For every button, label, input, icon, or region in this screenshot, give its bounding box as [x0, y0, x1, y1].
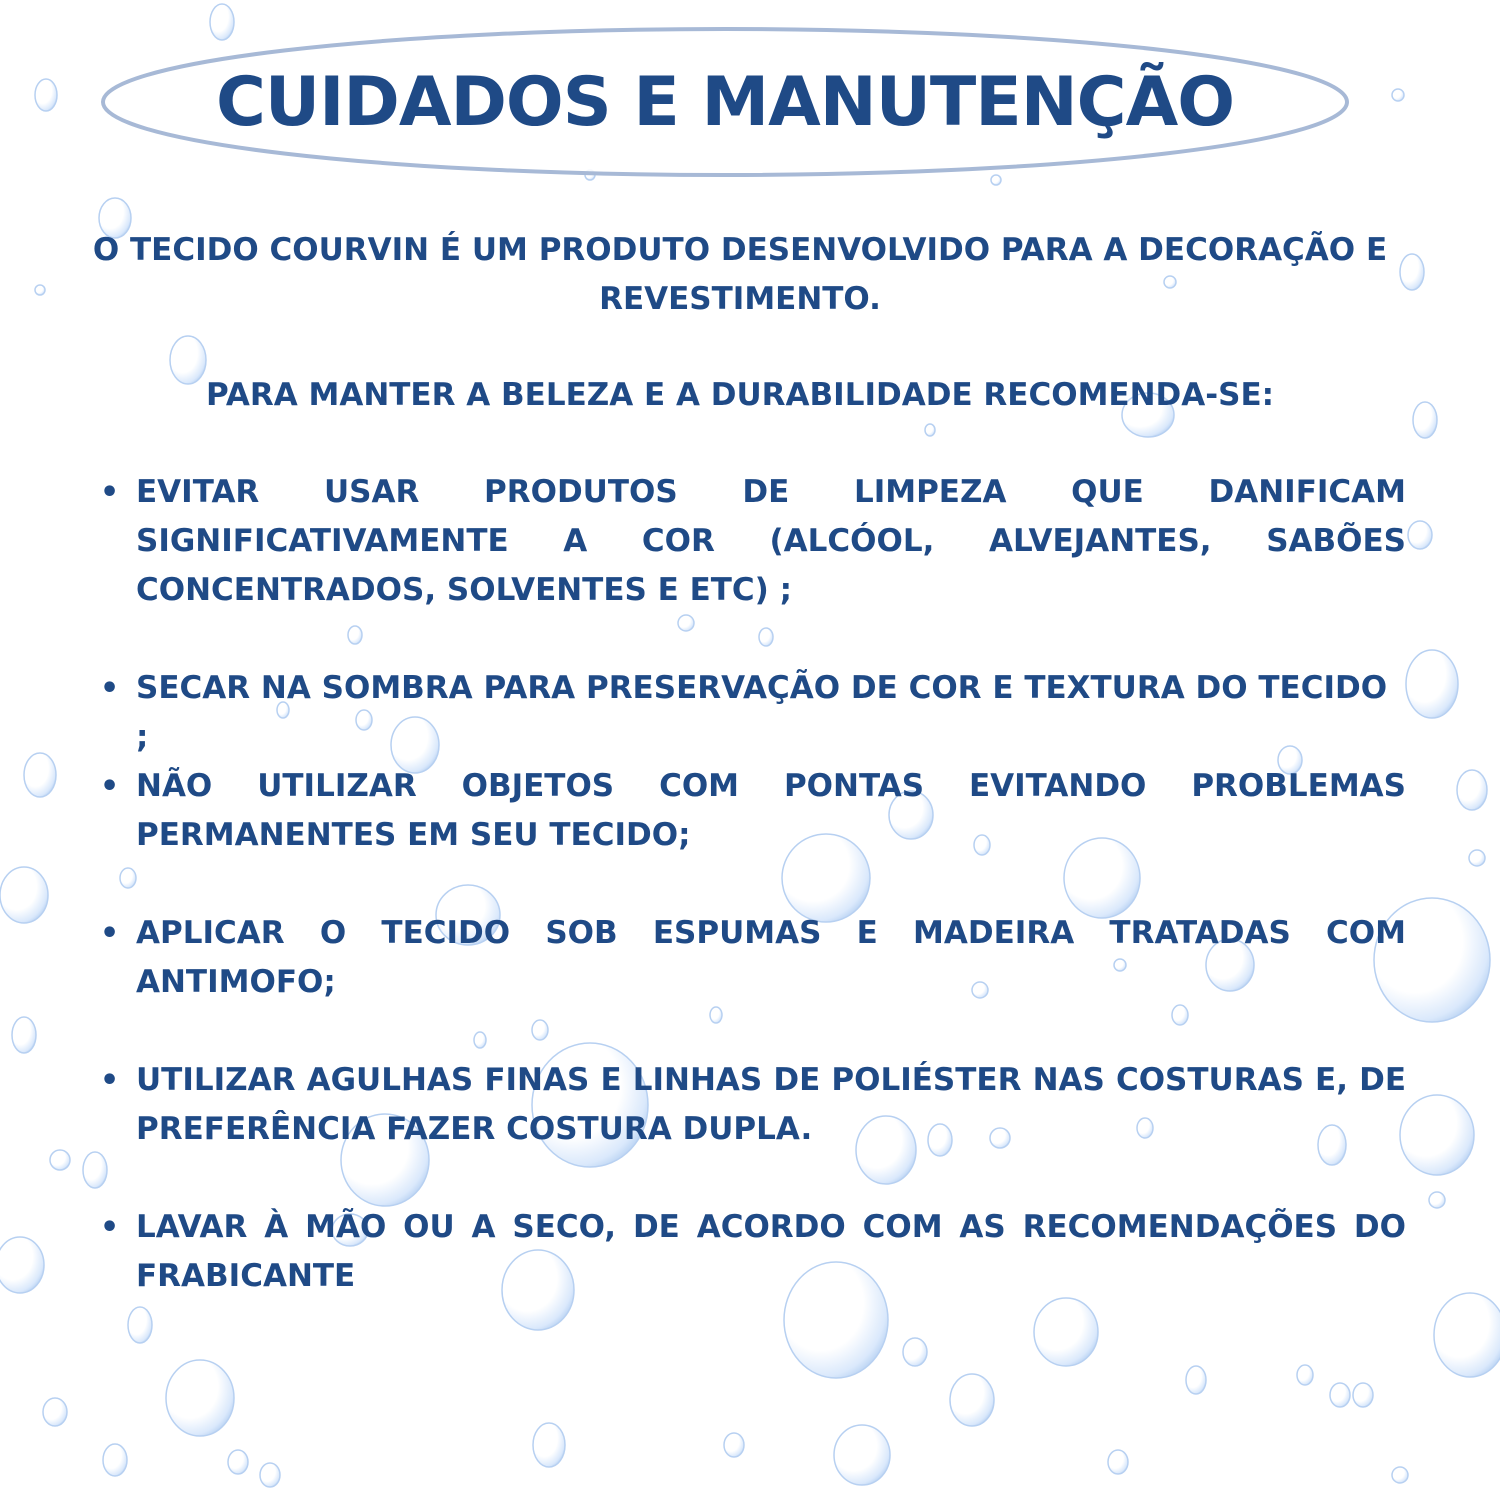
water-drop — [1392, 1467, 1408, 1483]
list-item-text: UTILIZAR AGULHAS FINAS E LINHAS DE POLIÉSTER NAS COSTURAS E, DE PREFERÊNCIA FAZER COSTURA DUPLA. — [136, 1062, 1406, 1147]
water-drop — [50, 1150, 70, 1170]
water-drop — [724, 1433, 744, 1457]
water-drop — [348, 626, 362, 644]
list-item — [100, 1056, 1406, 1154]
intro-paragraph: O TECIDO COURVIN É UM PRODUTO DESENVOLVIDO PARA A DECORAÇÃO E REVESTIMENTO. — [92, 232, 1388, 317]
water-drop — [0, 867, 48, 923]
water-drop — [1400, 1095, 1474, 1175]
list-item — [100, 762, 1406, 860]
water-drop — [43, 1398, 67, 1426]
water-drop — [1469, 850, 1485, 866]
page-title: CUIDADOS E MANUTENÇÃO — [215, 62, 1235, 142]
water-drop — [1108, 1450, 1128, 1474]
water-drop — [903, 1338, 927, 1366]
water-drop — [1429, 1192, 1445, 1208]
bullet-icon: • — [100, 1063, 120, 1098]
list-item — [100, 468, 1406, 615]
bullet-icon: • — [100, 475, 120, 510]
water-drop — [1457, 770, 1487, 810]
water-drop — [120, 868, 136, 888]
list-item-text: LAVAR À MÃO OU A SECO, DE ACORDO COM AS RECOMENDAÇÕES DO FRABICANTE — [136, 1209, 1406, 1294]
water-drop — [1408, 521, 1432, 549]
bullet-icon: • — [100, 671, 120, 706]
water-drop — [834, 1425, 890, 1485]
water-drop — [678, 615, 694, 631]
title-banner — [100, 26, 1350, 178]
list-item-text: APLICAR O TECIDO SOB ESPUMAS E MADEIRA TRATADAS COM ANTIMOFO; — [136, 915, 1406, 1000]
water-drop — [260, 1463, 280, 1487]
water-drop — [1172, 1005, 1188, 1025]
list-item-text: SECAR NA SOMBRA PARA PRESERVAÇÃO DE COR E TEXTURA DO TECIDO ; — [136, 670, 1388, 755]
water-drop — [1392, 89, 1404, 101]
water-drop — [128, 1307, 152, 1343]
water-drop — [950, 1374, 994, 1426]
water-drop — [1186, 1366, 1206, 1394]
bullet-icon: • — [100, 769, 120, 804]
water-drop — [710, 1007, 722, 1023]
water-drop — [1434, 1293, 1500, 1377]
water-drop — [925, 424, 935, 436]
water-drop — [1406, 650, 1458, 718]
list-item — [100, 664, 1406, 762]
list-item-text: EVITAR USAR PRODUTOS DE LIMPEZA QUE DANIFICAM SIGNIFICATIVAMENTE A COR (ALCÓOL, ALVEJANTES, SABÕES CONCENTRADOS, SOLVENTES E ETC) ; — [136, 474, 1406, 608]
bullet-icon: • — [100, 1210, 120, 1245]
bullet-icon: • — [100, 916, 120, 951]
water-drop — [228, 1450, 248, 1474]
water-drop — [532, 1020, 548, 1040]
water-drop — [1034, 1298, 1098, 1366]
water-drop — [1400, 254, 1424, 290]
water-drop — [103, 1444, 127, 1476]
water-drop — [759, 628, 773, 646]
water-drop — [533, 1423, 565, 1467]
water-drop — [1353, 1383, 1373, 1407]
list-item-text: NÃO UTILIZAR OBJETOS COM PONTAS EVITANDO PROBLEMAS PERMANENTES EM SEU TECIDO; — [136, 768, 1406, 853]
water-drop — [35, 285, 45, 295]
list-item — [100, 1203, 1406, 1301]
water-drop — [83, 1152, 107, 1188]
water-drop — [474, 1032, 486, 1048]
water-drop — [166, 1360, 234, 1436]
recommendation-heading: PARA MANTER A BELEZA E A DURABILIDADE RECOMENDA-SE: — [205, 377, 1275, 413]
water-drop — [24, 753, 56, 797]
water-drop — [1330, 1383, 1350, 1407]
water-drop — [1413, 402, 1437, 438]
water-drop — [1297, 1365, 1313, 1385]
water-drop — [0, 1237, 44, 1293]
water-drop — [35, 79, 57, 111]
list-item — [100, 909, 1406, 1007]
water-drop — [12, 1017, 36, 1053]
